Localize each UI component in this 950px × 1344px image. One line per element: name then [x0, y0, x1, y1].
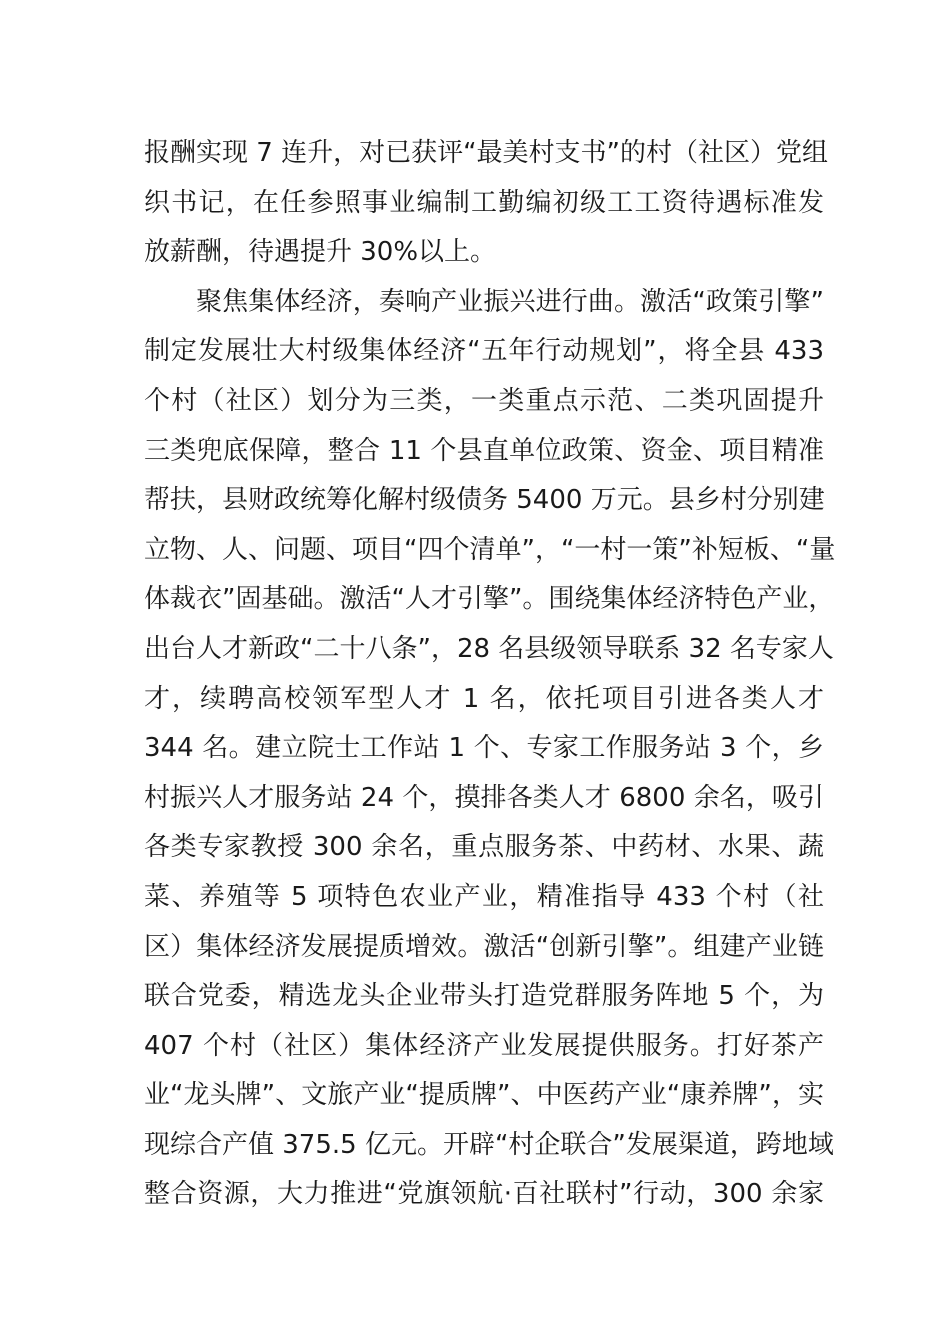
text-line: 区）集体经济发展提质增效。激活“创新引擎”。组建产业链	[144, 931, 824, 962]
text-line: 业“龙头牌”、文旅产业“提质牌”、中医药产业“康养牌”，实	[144, 1080, 824, 1111]
text-line: 立物、人、问题、项目“四个清单”，“一村一策”补短板、“量	[144, 534, 836, 565]
text-line: 菜、养殖等 5 项特色农业产业，精准指导 433 个村（社	[144, 881, 824, 912]
text-line: 织书记，在任参照事业编制工勤编初级工工资待遇标准发	[144, 187, 824, 218]
text-line: 才，续聘高校领军型人才 1 名，依托项目引进各类人才	[144, 683, 824, 714]
text-line: 帮扶，县财政统筹化解村级债务 5400 万元。县乡村分别建	[144, 485, 825, 516]
text-line: 聚焦集体经济，奏响产业振兴进行曲。激活“政策引擎”	[196, 286, 824, 317]
body-text	[144, 129, 836, 1220]
text-line: 个村（社区）划分为三类，一类重点示范、二类巩固提升	[144, 385, 824, 416]
text-line: 三类兜底保障，整合 11 个县直单位政策、资金、项目精准	[144, 435, 824, 466]
paragraph-2	[144, 278, 836, 1220]
text-line: 报酬实现 7 连升，对已获评“最美村支书”的村（社区）党组	[144, 138, 829, 168]
paragraph-1	[144, 129, 829, 278]
text-line: 344 名。建立院士工作站 1 个、专家工作服务站 3 个，乡	[144, 733, 824, 764]
text-line: 各类专家教授 300 余名，重点服务茶、中药材、水果、蔬	[144, 832, 824, 863]
text-line: 现综合产值 375.5 亿元。开辟“村企联合”发展渠道，跨地域	[144, 1129, 834, 1160]
text-line: 出台人才新政“二十八条”，28 名县级领导联系 32 名专家人	[144, 633, 834, 664]
text-line: 制定发展壮大村级集体经济“五年行动规划”，将全县 433	[144, 336, 824, 367]
text-line: 村振兴人才服务站 24 个，摸排各类人才 6800 余名，吸引	[144, 782, 824, 813]
text-line: 放薪酬，待遇提升 30%以上。	[144, 237, 497, 268]
text-line: 体裁衣”固基础。激活“人才引擎”。围绕集体经济特色产业，	[144, 584, 835, 615]
text-line: 407 个村（社区）集体经济产业发展提供服务。打好茶产	[144, 1030, 824, 1061]
text-line: 联合党委，精选龙头企业带头打造党群服务阵地 5 个，为	[144, 981, 824, 1012]
text-line: 整合资源，大力推进“党旗领航·百社联村”行动，300 余家	[144, 1179, 824, 1210]
